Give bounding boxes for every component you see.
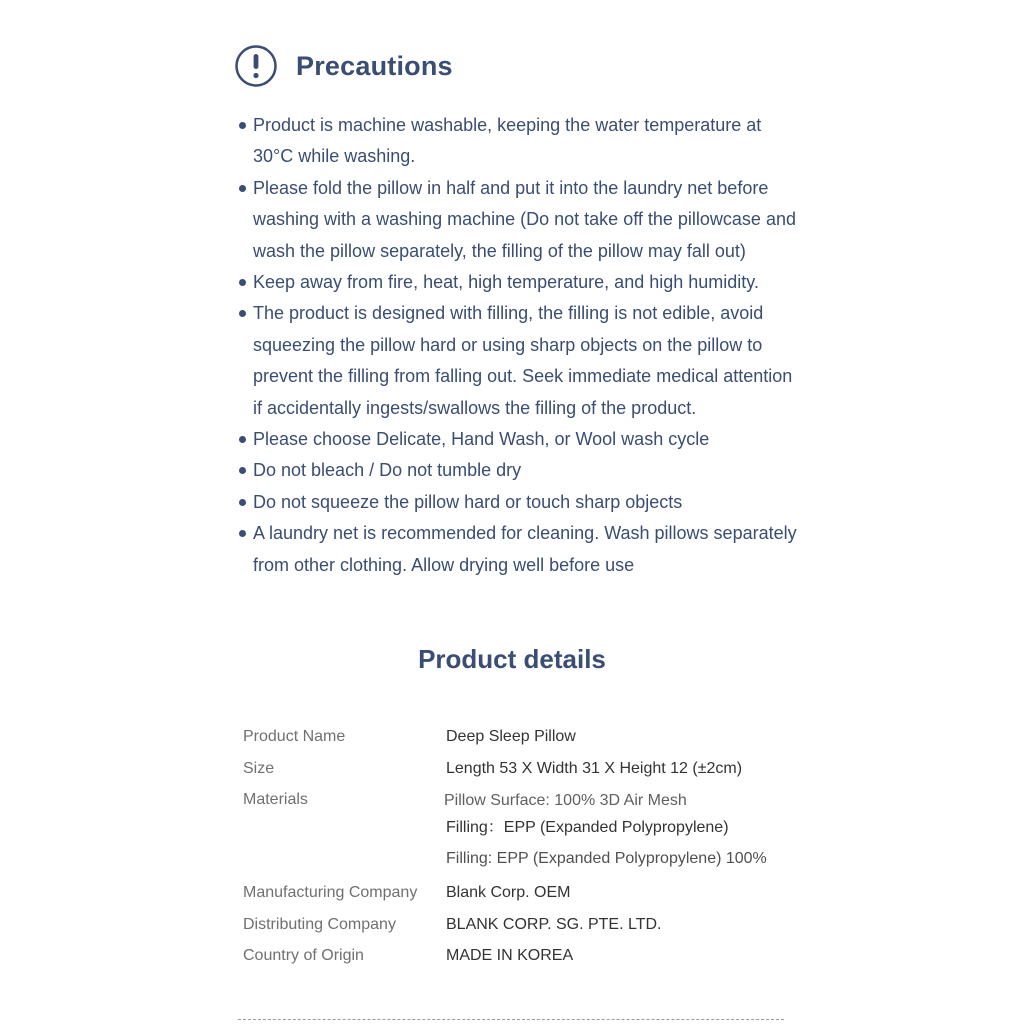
precaution-item: [238, 455, 798, 486]
precautions-title: Precautions: [296, 50, 453, 81]
bullet-icon: [239, 122, 246, 129]
bullet-icon: [239, 279, 246, 286]
material-surface: Pillow Surface: 100% 3D Air Mesh: [444, 792, 687, 810]
detail-label: Manufacturing Company: [243, 884, 418, 902]
precaution-item: [238, 424, 798, 455]
detail-row-country-of-origin: [243, 940, 803, 972]
detail-label: Distributing Company: [243, 915, 396, 933]
bullet-icon: [239, 467, 246, 474]
detail-label: Country of Origin: [243, 947, 364, 965]
detail-value: Blank Corp. OEM: [446, 884, 571, 902]
detail-label: Product Name: [243, 728, 346, 745]
product-details-table: [243, 721, 803, 972]
material-filling-percent: Filling: EPP (Expanded Polypropylene) 100%: [446, 850, 767, 868]
precaution-text: A laundry net is recommended for cleaning. Wash pillows separately from other clothing. Allow drying well before use: [253, 523, 797, 575]
detail-value: Deep Sleep Pillow: [446, 728, 576, 745]
material-filling: Filling：EPP (Expanded Polypropylene): [446, 819, 729, 837]
precaution-text: Product is machine washable, keeping the water temperature at 30°C while washing.: [253, 115, 762, 167]
detail-value: Length 53 X Width 31 X Height 12 (±2cm): [446, 759, 743, 777]
precaution-text: Keep away from fire, heat, high temperature, and high humidity.: [253, 272, 759, 293]
precaution-item: [238, 267, 798, 298]
precaution-item: [238, 173, 798, 267]
detail-row-distributing-company: [243, 909, 803, 941]
bullet-icon: [239, 499, 246, 506]
detail-row-size: [243, 753, 803, 785]
dashed-divider: [238, 1019, 784, 1020]
precaution-item: [238, 298, 798, 424]
detail-label: Materials: [243, 791, 308, 809]
precaution-item: [238, 487, 798, 518]
precaution-item: [238, 110, 798, 173]
precaution-text: Please choose Delicate, Hand Wash, or Wool wash cycle: [253, 429, 710, 450]
bullet-icon: [239, 185, 246, 192]
detail-label: Size: [243, 759, 275, 777]
precaution-item: [238, 518, 798, 581]
precaution-text: Do not squeeze the pillow hard or touch sharp objects: [253, 491, 683, 512]
detail-row-product-name: [243, 721, 803, 753]
bullet-icon: [239, 530, 246, 537]
detail-value: MADE IN KOREA: [446, 947, 574, 965]
detail-value: BLANK CORP. SG. PTE. LTD.: [446, 915, 662, 933]
detail-row-materials: [243, 784, 803, 877]
precautions-header: [234, 43, 453, 89]
precaution-text: Please fold the pillow in half and put it into the laundry net before washing with a washing machine (Do not take off the pillowcase and wash the pillow separately, the filling of the pillow may fall out): [253, 177, 796, 261]
bullet-icon: [239, 436, 246, 443]
bullet-icon: [239, 310, 246, 317]
precaution-text: The product is designed with filling, the filling is not edible, avoid squeezing the pillow hard or using sharp objects on the pillow to prevent the filling from falling out. Seek immediate medical attention if accidentally ingests/swallows the filling of the product.: [253, 303, 793, 418]
precaution-text: Do not bleach / Do not tumble dry: [253, 460, 522, 481]
detail-value-materials: [446, 784, 767, 877]
precautions-list: [238, 110, 798, 581]
exclamation-circle-icon: [234, 44, 278, 88]
product-details-title: Product details: [418, 644, 606, 674]
detail-row-manufacturing-company: [243, 877, 803, 909]
